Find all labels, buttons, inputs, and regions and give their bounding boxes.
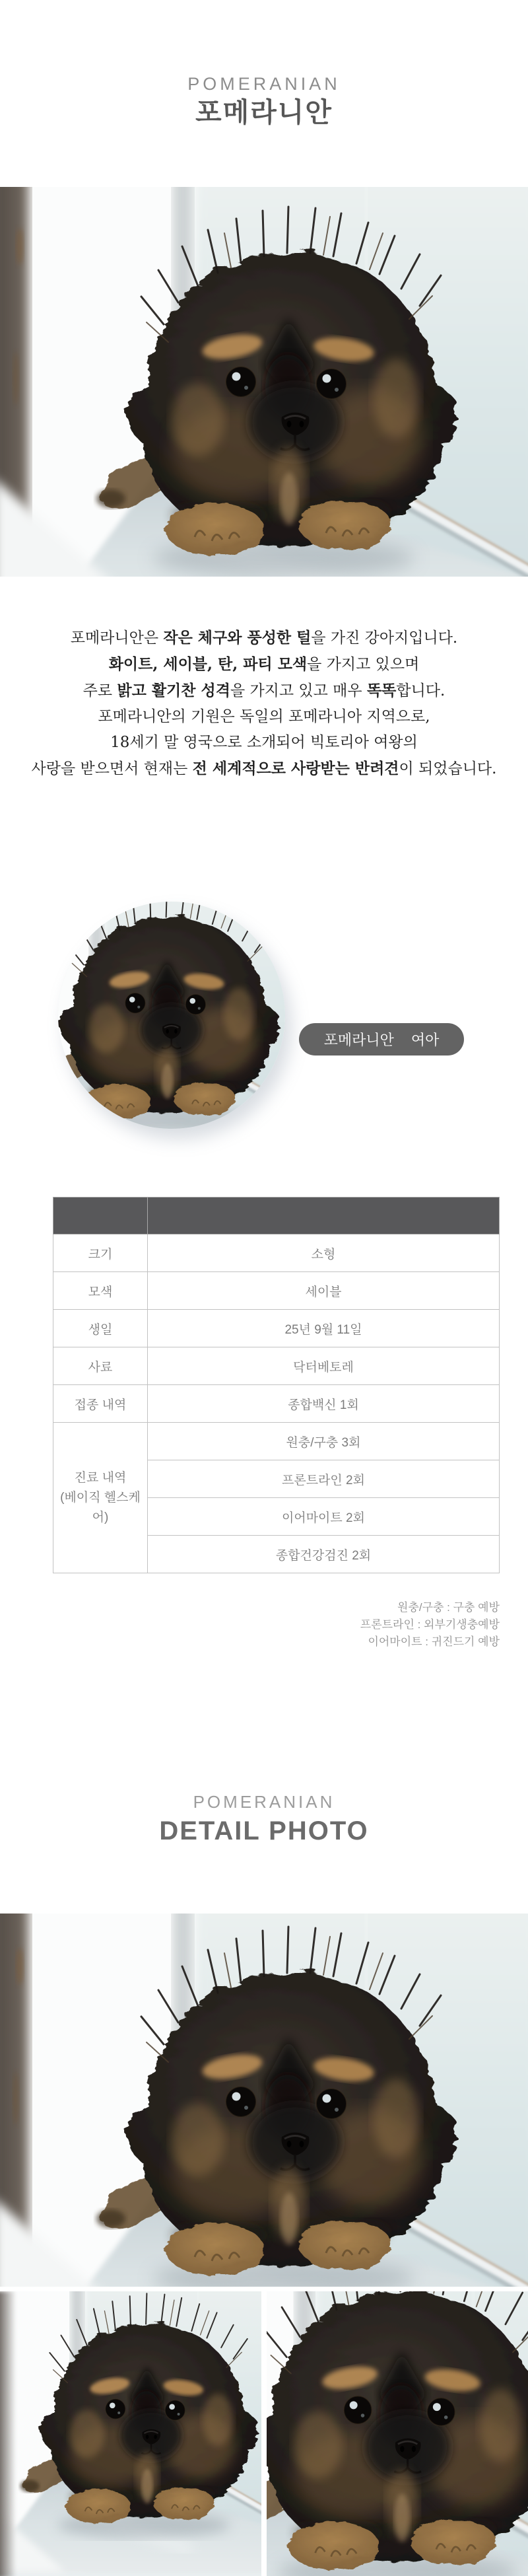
footnote-line: 이어마이트 : 귀진드기 예방 — [368, 1635, 500, 1648]
detail-photo-large — [0, 1914, 528, 2287]
table-header-row — [53, 1198, 500, 1234]
profile-section — [0, 902, 528, 1129]
table-header-value-cell — [148, 1198, 500, 1234]
table-medical-label-cell: 진료 내역 (베이직 헬스케어) — [53, 1423, 148, 1573]
circular-puppy-photo — [58, 902, 285, 1129]
puppy-photo-illustration — [0, 2291, 261, 2576]
table-row — [53, 1310, 500, 1347]
table-label-cell: 크기 — [53, 1234, 148, 1272]
table-value-cell: 소형 — [148, 1234, 500, 1272]
badge-breed: 포메라니안 — [323, 1032, 394, 1048]
table-value-cell: 닥터베토레 — [148, 1347, 500, 1385]
table-value-cell: 종합백신 1회 — [148, 1385, 500, 1423]
table-row — [53, 1347, 500, 1385]
hero-header — [0, 0, 528, 127]
description-line: 포메라니안의 기원은 독일의 포메라니아 지역으로, — [98, 708, 430, 725]
badge-sex: 여아 — [411, 1032, 440, 1048]
table-label-cell: 모색 — [53, 1272, 148, 1310]
description-line: 18세기 말 영국으로 소개되어 빅토리아 여왕의 — [110, 734, 418, 751]
care-footnotes — [53, 1599, 500, 1651]
table-value-cell: 25년 9월 11일 — [148, 1310, 500, 1347]
page-title-ko: 포메라니안 — [195, 97, 333, 127]
table-value-cell: 프론트라인 2회 — [148, 1460, 500, 1498]
footnote-line: 프론트라인 : 외부기생충예방 — [360, 1618, 500, 1631]
table-value-cell: 종합건강검진 2회 — [148, 1536, 500, 1573]
table-value-cell: 원충/구충 3회 — [148, 1423, 500, 1460]
table-row — [53, 1234, 500, 1272]
puppy-photo-illustration — [0, 187, 528, 577]
table-value-cell: 세이블 — [148, 1272, 500, 1310]
description-line: 사랑을 받으면서 현재는 전 세계적으로 사랑받는 반려견이 되었습니다. — [31, 760, 497, 777]
detail-photo-row — [0, 2291, 528, 2576]
table-row — [53, 1385, 500, 1423]
breed-sex-badge — [299, 1023, 464, 1055]
description-line: 화이트, 세이블, 탄, 파티 모색을 가지고 있으며 — [108, 655, 420, 673]
puppy-photo-illustration — [0, 1914, 528, 2287]
puppy-info-table — [53, 1197, 500, 1573]
detail-photo-header — [0, 1792, 528, 1846]
main-puppy-photo — [0, 187, 528, 577]
table-label-cell: 접종 내역 — [53, 1385, 148, 1423]
detail-title-main: DETAIL PHOTO — [159, 1816, 369, 1845]
puppy-photo-illustration — [58, 902, 285, 1129]
table-value-cell: 이어마이트 2회 — [148, 1498, 500, 1536]
page-title-en: POMERANIAN — [187, 74, 341, 94]
description-line: 포메라니안은 작은 체구와 풍성한 털을 가진 강아지입니다. — [70, 629, 458, 647]
detail-photo-small-left — [0, 2291, 261, 2576]
table-header-label-cell — [53, 1198, 148, 1234]
breed-description — [0, 625, 528, 782]
table-label-cell: 생일 — [53, 1310, 148, 1347]
footnote-line: 원충/구충 : 구충 예방 — [397, 1601, 500, 1614]
table-label-cell: 사료 — [53, 1347, 148, 1385]
puppy-photo-illustration — [267, 2291, 528, 2576]
table-row — [53, 1272, 500, 1310]
description-line: 주로 밝고 활기찬 성격을 가지고 있고 매우 똑똑합니다. — [82, 682, 446, 699]
detail-photo-small-right — [267, 2291, 528, 2576]
detail-title-en: POMERANIAN — [193, 1792, 335, 1812]
table-row — [53, 1423, 500, 1460]
